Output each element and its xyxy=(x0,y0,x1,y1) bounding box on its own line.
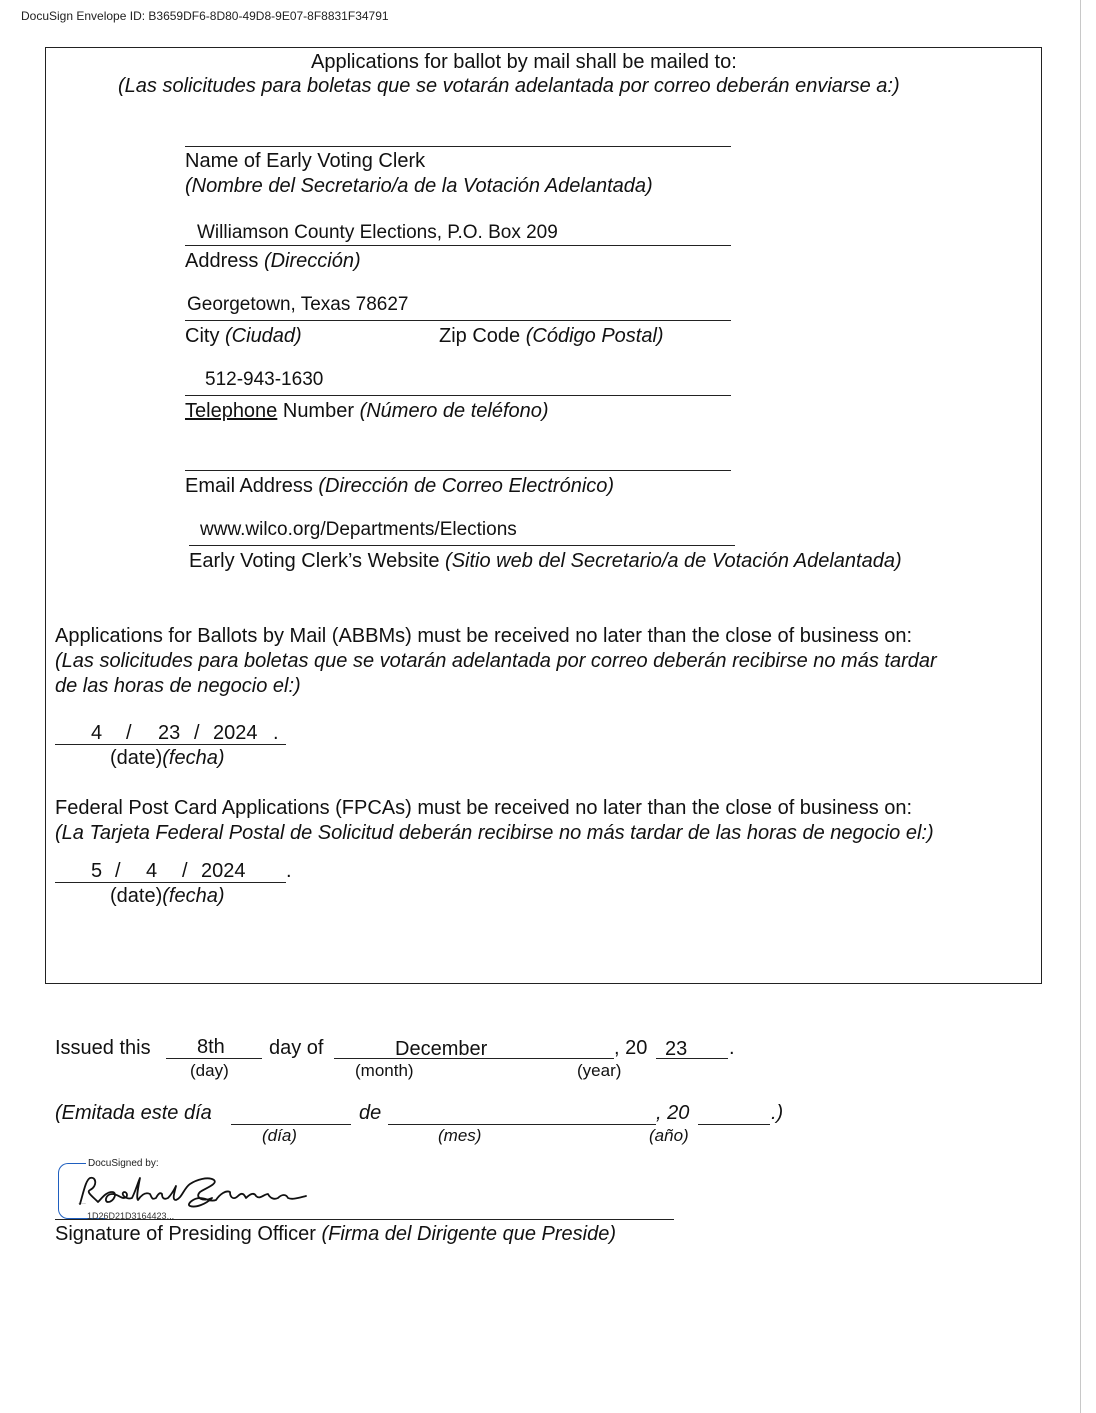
issued-es-close: .) xyxy=(771,1102,784,1124)
issued-es-month-label: (mes) xyxy=(438,1126,482,1145)
city-label: City xyxy=(185,325,220,347)
city-value: Georgetown, Texas 78627 xyxy=(187,294,409,315)
issued-es-day-line xyxy=(231,1124,351,1125)
address-line xyxy=(185,245,731,246)
issued-month-value: December xyxy=(395,1038,488,1060)
issued-day-value: 8th xyxy=(197,1036,225,1058)
email-line xyxy=(185,470,731,471)
issued-es-day-label: (día) xyxy=(262,1126,297,1145)
website-label-es: (Sitio web del Secretario/a de Votación Adelantada) xyxy=(445,550,902,572)
city-line xyxy=(185,320,731,321)
abbm-date-label: (date) xyxy=(110,747,163,769)
issued-es-month-line xyxy=(388,1124,656,1125)
abbm-date-month: 4 xyxy=(91,722,103,744)
fpca-text: Federal Post Card Applications (FPCAs) must be received no later than the close of business on: xyxy=(55,797,913,819)
signature-label-es: (Firma del Dirigente que Preside) xyxy=(321,1223,616,1245)
abbm-text-es: (Las solicitudes para boletas que se votarán adelantada por correo deberán recibirse no más tardar xyxy=(55,650,937,672)
signature-label: Signature of Presiding Officer xyxy=(55,1223,322,1245)
address-value: Williamson County Elections, P.O. Box 209 xyxy=(197,222,558,243)
abbm-date-sep-1: / xyxy=(126,722,132,744)
issued-year-value: 23 xyxy=(665,1038,688,1060)
issued-day-label: (day) xyxy=(190,1061,229,1080)
fpca-date-line xyxy=(55,858,286,883)
signature-line xyxy=(55,1219,674,1220)
clerk-name-label-es: (Nombre del Secretario/a de la Votación Adelantada) xyxy=(185,175,653,197)
email-label-es: (Dirección de Correo Electrónico) xyxy=(318,475,615,497)
website-line xyxy=(189,545,735,546)
phone-label-a: Telephone xyxy=(185,400,278,422)
issued-es-de: de xyxy=(359,1102,382,1124)
clerk-name-line xyxy=(185,146,731,147)
abbm-text-es-2: de las horas de negocio el:) xyxy=(55,675,301,697)
address-label-es: (Dirección) xyxy=(263,250,361,272)
website-value[interactable]: www.wilco.org/Departments/Elections xyxy=(200,519,517,540)
fpca-date-sep-2: / xyxy=(182,860,188,882)
page-edge xyxy=(1080,0,1081,1413)
fpca-date-sep-1: / xyxy=(115,860,121,882)
docusign-code: 1D26D21D3164423... xyxy=(87,1211,175,1221)
website-label: Early Voting Clerk’s Website xyxy=(189,550,446,572)
issued-month-label: (month) xyxy=(355,1061,414,1080)
phone-value: 512-943-1630 xyxy=(205,369,324,390)
address-label: Address xyxy=(185,250,259,272)
mail-to-heading: Applications for ballot by mail shall be mailed to: xyxy=(311,51,737,73)
issued-comma-20: , 20 xyxy=(614,1037,648,1059)
fpca-text-es: (La Tarjeta Federal Postal de Solicitud deberán recibirse no más tardar de las horas de negocio el:) xyxy=(55,822,934,844)
issued-year-label: (year) xyxy=(577,1061,622,1080)
zip-label-es: (Código Postal) xyxy=(525,325,664,347)
phone-label-b: Number xyxy=(277,400,360,422)
abbm-date-year: 2024 xyxy=(213,722,258,744)
abbm-date-sep-2: / xyxy=(194,722,200,744)
fpca-date-day: 4 xyxy=(146,860,158,882)
signer-name: Rashid Shamsie xyxy=(78,1204,87,1205)
issued-period: . xyxy=(729,1037,735,1059)
phone-label-es: (Número de teléfono) xyxy=(359,400,549,422)
fpca-date-year: 2024 xyxy=(201,860,246,882)
issued-day-of: day of xyxy=(269,1037,324,1059)
mail-to-heading-es: (Las solicitudes para boletas que se votarán adelantada por correo deberán enviarse a:) xyxy=(118,75,900,97)
abbm-text: Applications for Ballots by Mail (ABBMs) must be received no later than the close of business on: xyxy=(55,625,913,647)
envelope-id: DocuSign Envelope ID: B3659DF6-8D80-49D8-9E07-8F8831F34791 xyxy=(21,9,389,23)
clerk-name-label: Name of Early Voting Clerk xyxy=(185,150,426,172)
fpca-date-month: 5 xyxy=(91,860,103,882)
issued-es-comma-20: , 20 xyxy=(656,1102,690,1124)
issued-prefix: Issued this xyxy=(55,1037,151,1059)
email-label: Email Address xyxy=(185,475,319,497)
signature-image xyxy=(66,1168,316,1216)
abbm-date-label-es: (fecha) xyxy=(162,747,225,769)
phone-line xyxy=(185,395,731,396)
issued-es-prefix: (Emitada este día xyxy=(55,1102,212,1124)
docusigned-by-label: DocuSigned by: xyxy=(88,1158,159,1169)
zip-label: Zip Code xyxy=(439,325,521,347)
city-label-es: (Ciudad) xyxy=(225,325,302,347)
issued-es-year-line xyxy=(698,1124,770,1125)
fpca-date-period: . xyxy=(286,860,292,882)
fpca-date-label: (date) xyxy=(110,885,163,907)
abbm-date-period: . xyxy=(273,722,279,744)
issued-es-year-label: (año) xyxy=(649,1126,689,1145)
fpca-date-label-es: (fecha) xyxy=(162,885,225,907)
abbm-date-day: 23 xyxy=(158,722,181,744)
